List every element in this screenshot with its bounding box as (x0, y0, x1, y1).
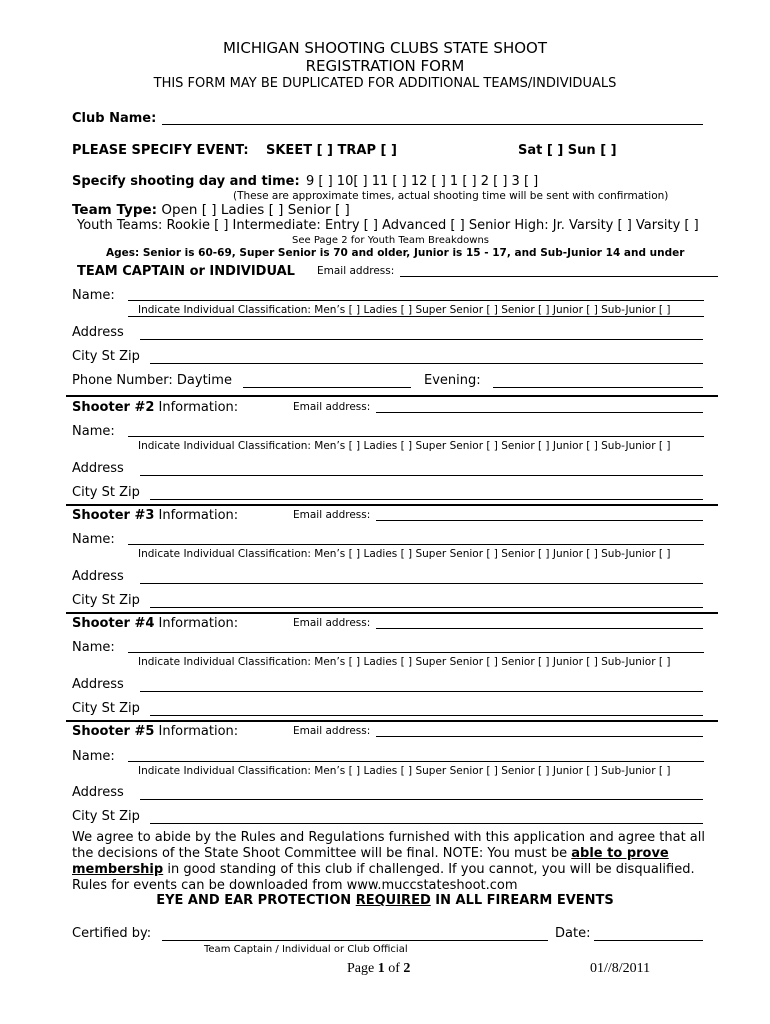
shooter-3-city-field[interactable] (150, 607, 703, 608)
shooter-3-name-label: Name: (72, 532, 115, 547)
shooter-3-address-label: Address (72, 569, 124, 584)
shooter-3-heading: Shooter #3 Information: (72, 508, 239, 523)
shooter-2-city-label: City St Zip (72, 485, 140, 500)
certified-by-label: Certified by: (72, 926, 152, 941)
shooter-3-email-label: Email address: (293, 509, 371, 521)
captain-address-field[interactable] (140, 339, 703, 340)
captain-city-field[interactable] (150, 363, 703, 364)
captain-daytime-phone-field[interactable] (243, 387, 411, 388)
date-label: Date: (555, 926, 591, 941)
captain-city-label: City St Zip (72, 349, 140, 364)
captain-heading: TEAM CAPTAIN or INDIVIDUAL (77, 264, 295, 279)
team-type-row (72, 202, 350, 218)
shooter-5-address-label: Address (72, 785, 124, 800)
duplication-note: THIS FORM MAY BE DUPLICATED FOR ADDITIONAL TEAMS/INDIVIDUALS (153, 76, 617, 91)
form-date: 01//8/2011 (590, 961, 651, 976)
shooter-2-city-field[interactable] (150, 499, 703, 500)
shooter-5-email-field[interactable] (376, 736, 703, 737)
shooting-time-note: (These are approximate times, actual shooting time will be sent with confirmation) (233, 190, 669, 202)
section-divider (66, 612, 718, 614)
shooter-5-city-label: City St Zip (72, 809, 140, 824)
shooter-5-classification[interactable]: Indicate Individual Classification: Men’s [ ] Ladies [ ] Super Senior [ ] Senior [ ] Junior [ ] Sub-Junior [ ] (138, 765, 671, 777)
shooter-4-address-field[interactable] (140, 691, 703, 692)
captain-classification-line (128, 316, 704, 317)
captain-name-field[interactable] (128, 300, 704, 301)
shooter-2-address-field[interactable] (140, 475, 703, 476)
shooter-2-email-field[interactable] (376, 412, 703, 413)
shooter-4-classification[interactable]: Indicate Individual Classification: Men’s [ ] Ladies [ ] Super Senior [ ] Senior [ ] Junior [ ] Sub-Junior [ ] (138, 656, 671, 668)
shooter-4-city-label: City St Zip (72, 701, 140, 716)
page-number: Page 1 of 2 (347, 961, 411, 976)
shooter-2-name-field[interactable] (128, 436, 704, 437)
shooter-5-heading: Shooter #5 Information: (72, 724, 239, 739)
shooting-time-label: Specify shooting day and time: (72, 174, 300, 189)
form-subtitle: REGISTRATION FORM (305, 57, 465, 75)
ages-note: Ages: Senior is 60-69, Super Senior is 70 and older, Junior is 15 - 17, and Sub-Junior 14 and under (106, 247, 685, 259)
shooter-4-name-label: Name: (72, 640, 115, 655)
shooter-5-name-label: Name: (72, 749, 115, 764)
shooter-3-address-field[interactable] (140, 583, 703, 584)
shooter-5-address-field[interactable] (140, 799, 703, 800)
captain-email-label: Email address: (317, 265, 395, 277)
youth-teams[interactable]: Youth Teams: Rookie [ ] Intermediate: Entry [ ] Advanced [ ] Senior High: Jr. Varsity [ ] Varsity [ ] (77, 218, 699, 233)
certified-by-field[interactable] (162, 940, 548, 941)
see-page-note: See Page 2 for Youth Team Breakdowns (292, 235, 489, 246)
shooter-4-address-label: Address (72, 677, 124, 692)
shooter-3-email-field[interactable] (376, 520, 703, 521)
shooter-2-classification[interactable]: Indicate Individual Classification: Men’s [ ] Ladies [ ] Super Senior [ ] Senior [ ] Junior [ ] Sub-Junior [ ] (138, 440, 671, 452)
shooter-4-email-label: Email address: (293, 617, 371, 629)
shooter-2-email-label: Email address: (293, 401, 371, 413)
membership-emphasis: able to prove membership (72, 846, 669, 877)
shooter-4-city-field[interactable] (150, 715, 703, 716)
club-name-field[interactable] (162, 124, 703, 125)
shooter-3-classification[interactable]: Indicate Individual Classification: Men’s [ ] Ladies [ ] Super Senior [ ] Senior [ ] Junior [ ] Sub-Junior [ ] (138, 548, 671, 560)
team-type-label: Team Type: (72, 202, 158, 218)
captain-classification[interactable]: Indicate Individual Classification: Men’s [ ] Ladies [ ] Super Senior [ ] Senior [ ] Junior [ ] Sub-Junior [ ] (138, 304, 671, 316)
form-title: MICHIGAN SHOOTING CLUBS STATE SHOOT (222, 39, 547, 57)
shooter-5-name-field[interactable] (128, 761, 704, 762)
shooter-2-address-label: Address (72, 461, 124, 476)
shooter-4-heading: Shooter #4 Information: (72, 616, 239, 631)
shooting-time-options[interactable]: 9 [ ] 10[ ] 11 [ ] 12 [ ] 1 [ ] 2 [ ] 3 [ ] (306, 174, 539, 189)
event-options[interactable]: SKEET [ ] TRAP [ ] (266, 143, 397, 158)
captain-phone-label: Phone Number: Daytime (72, 373, 232, 388)
captain-evening-phone-field[interactable] (493, 387, 703, 388)
shooter-5-city-field[interactable] (150, 823, 703, 824)
shooter-2-heading: Shooter #2 Information: (72, 400, 239, 415)
captain-evening-label: Evening: (424, 373, 481, 388)
shooter-4-name-field[interactable] (128, 652, 704, 653)
shooter-2-name-label: Name: (72, 424, 115, 439)
event-days[interactable]: Sat [ ] Sun [ ] (518, 143, 617, 158)
section-divider (66, 504, 718, 506)
captain-name-label: Name: (72, 288, 115, 303)
captain-email-field[interactable] (400, 276, 718, 277)
event-label: PLEASE SPECIFY EVENT: (72, 143, 249, 158)
shooter-3-name-field[interactable] (128, 544, 704, 545)
protection-notice: EYE AND EAR PROTECTION REQUIRED IN ALL FIREARM EVENTS (156, 893, 614, 908)
date-field[interactable] (594, 940, 703, 941)
section-divider (66, 720, 718, 722)
club-name-label: Club Name: (72, 111, 157, 126)
shooter-5-email-label: Email address: (293, 725, 371, 737)
captain-address-label: Address (72, 325, 124, 340)
section-divider (66, 395, 718, 397)
shooter-4-email-field[interactable] (376, 628, 703, 629)
agreement-text: We agree to abide by the Rules and Regulations furnished with this application and agree that all the decisions of the State Shoot Committee will be final. NOTE: You must be able to prove membership in good standing of this club if challenged. If you cannot, you will be disqualified. Rules for events can be downloaded from www.muccstateshoot.com (72, 830, 705, 893)
shooter-3-city-label: City St Zip (72, 593, 140, 608)
certified-by-sublabel: Team Captain / Individual or Club Official (204, 944, 408, 955)
team-type-options[interactable]: Open [ ] Ladies [ ] Senior [ ] (161, 202, 350, 218)
